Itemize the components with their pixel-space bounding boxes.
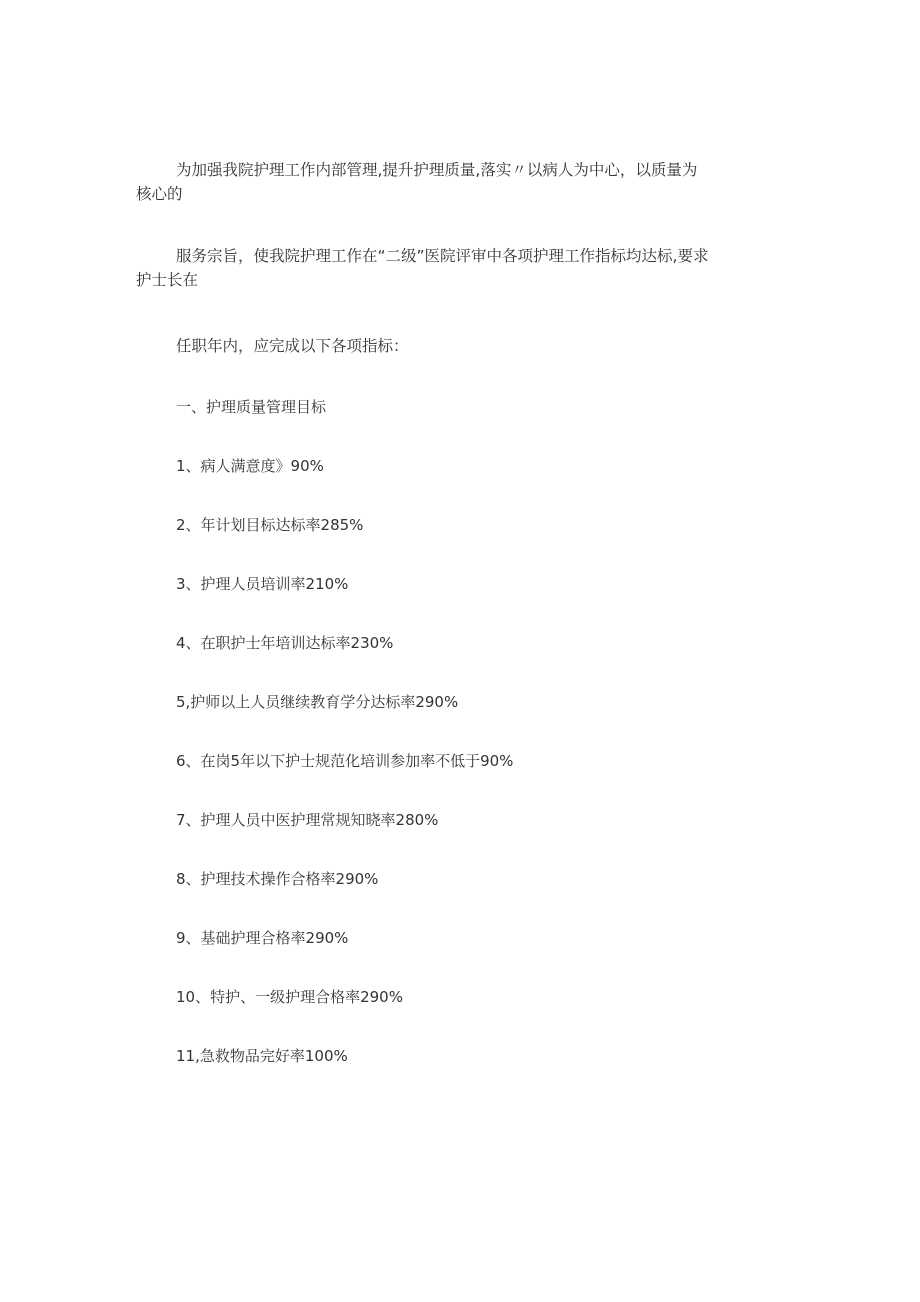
intro-paragraph-2-line-1: 服务宗旨，使我院护理工作在“二级”医院评审中各项护理工作指标均达标,要求 [176,247,709,265]
intro-paragraph-3-line-1: 任职年内，应完成以下各项指标： [176,337,409,355]
list-item: 9、基础护理合格率290% [176,929,349,947]
list-item: 6、在岗5年以下护士规范化培训参加率不低于90% [176,752,514,770]
intro-paragraph-2-line-2: 护士长在 [136,271,199,289]
list-item: 11,急救物品完好率100% [176,1047,348,1065]
intro-paragraph-1-line-2: 核心的 [136,185,183,203]
section-title: 一、护理质量管理目标 [176,398,327,416]
intro-paragraph-1-line-1: 为加强我院护理工作内部管理,提升护理质量,落实〃以病人为中心，以质量为 [176,161,698,179]
list-item: 7、护理人员中医护理常规知晓率280% [176,811,439,829]
list-item: 4、在职护士年培训达标率230% [176,634,394,652]
list-item: 8、护理技术操作合格率290% [176,870,379,888]
intro-paragraph-2 [136,244,796,292]
list-item: 2、年计划目标达标率285% [176,516,364,534]
list-item: 3、护理人员培训率210% [176,575,349,593]
list-item: 10、特护、一级护理合格率290% [176,988,403,1006]
list-item: 5,护师以上人员继续教育学分达标率290% [176,693,459,711]
list-item: 1、病人满意度》90% [176,457,324,475]
intro-paragraph-1 [136,158,796,206]
intro-paragraph-3 [136,334,796,358]
